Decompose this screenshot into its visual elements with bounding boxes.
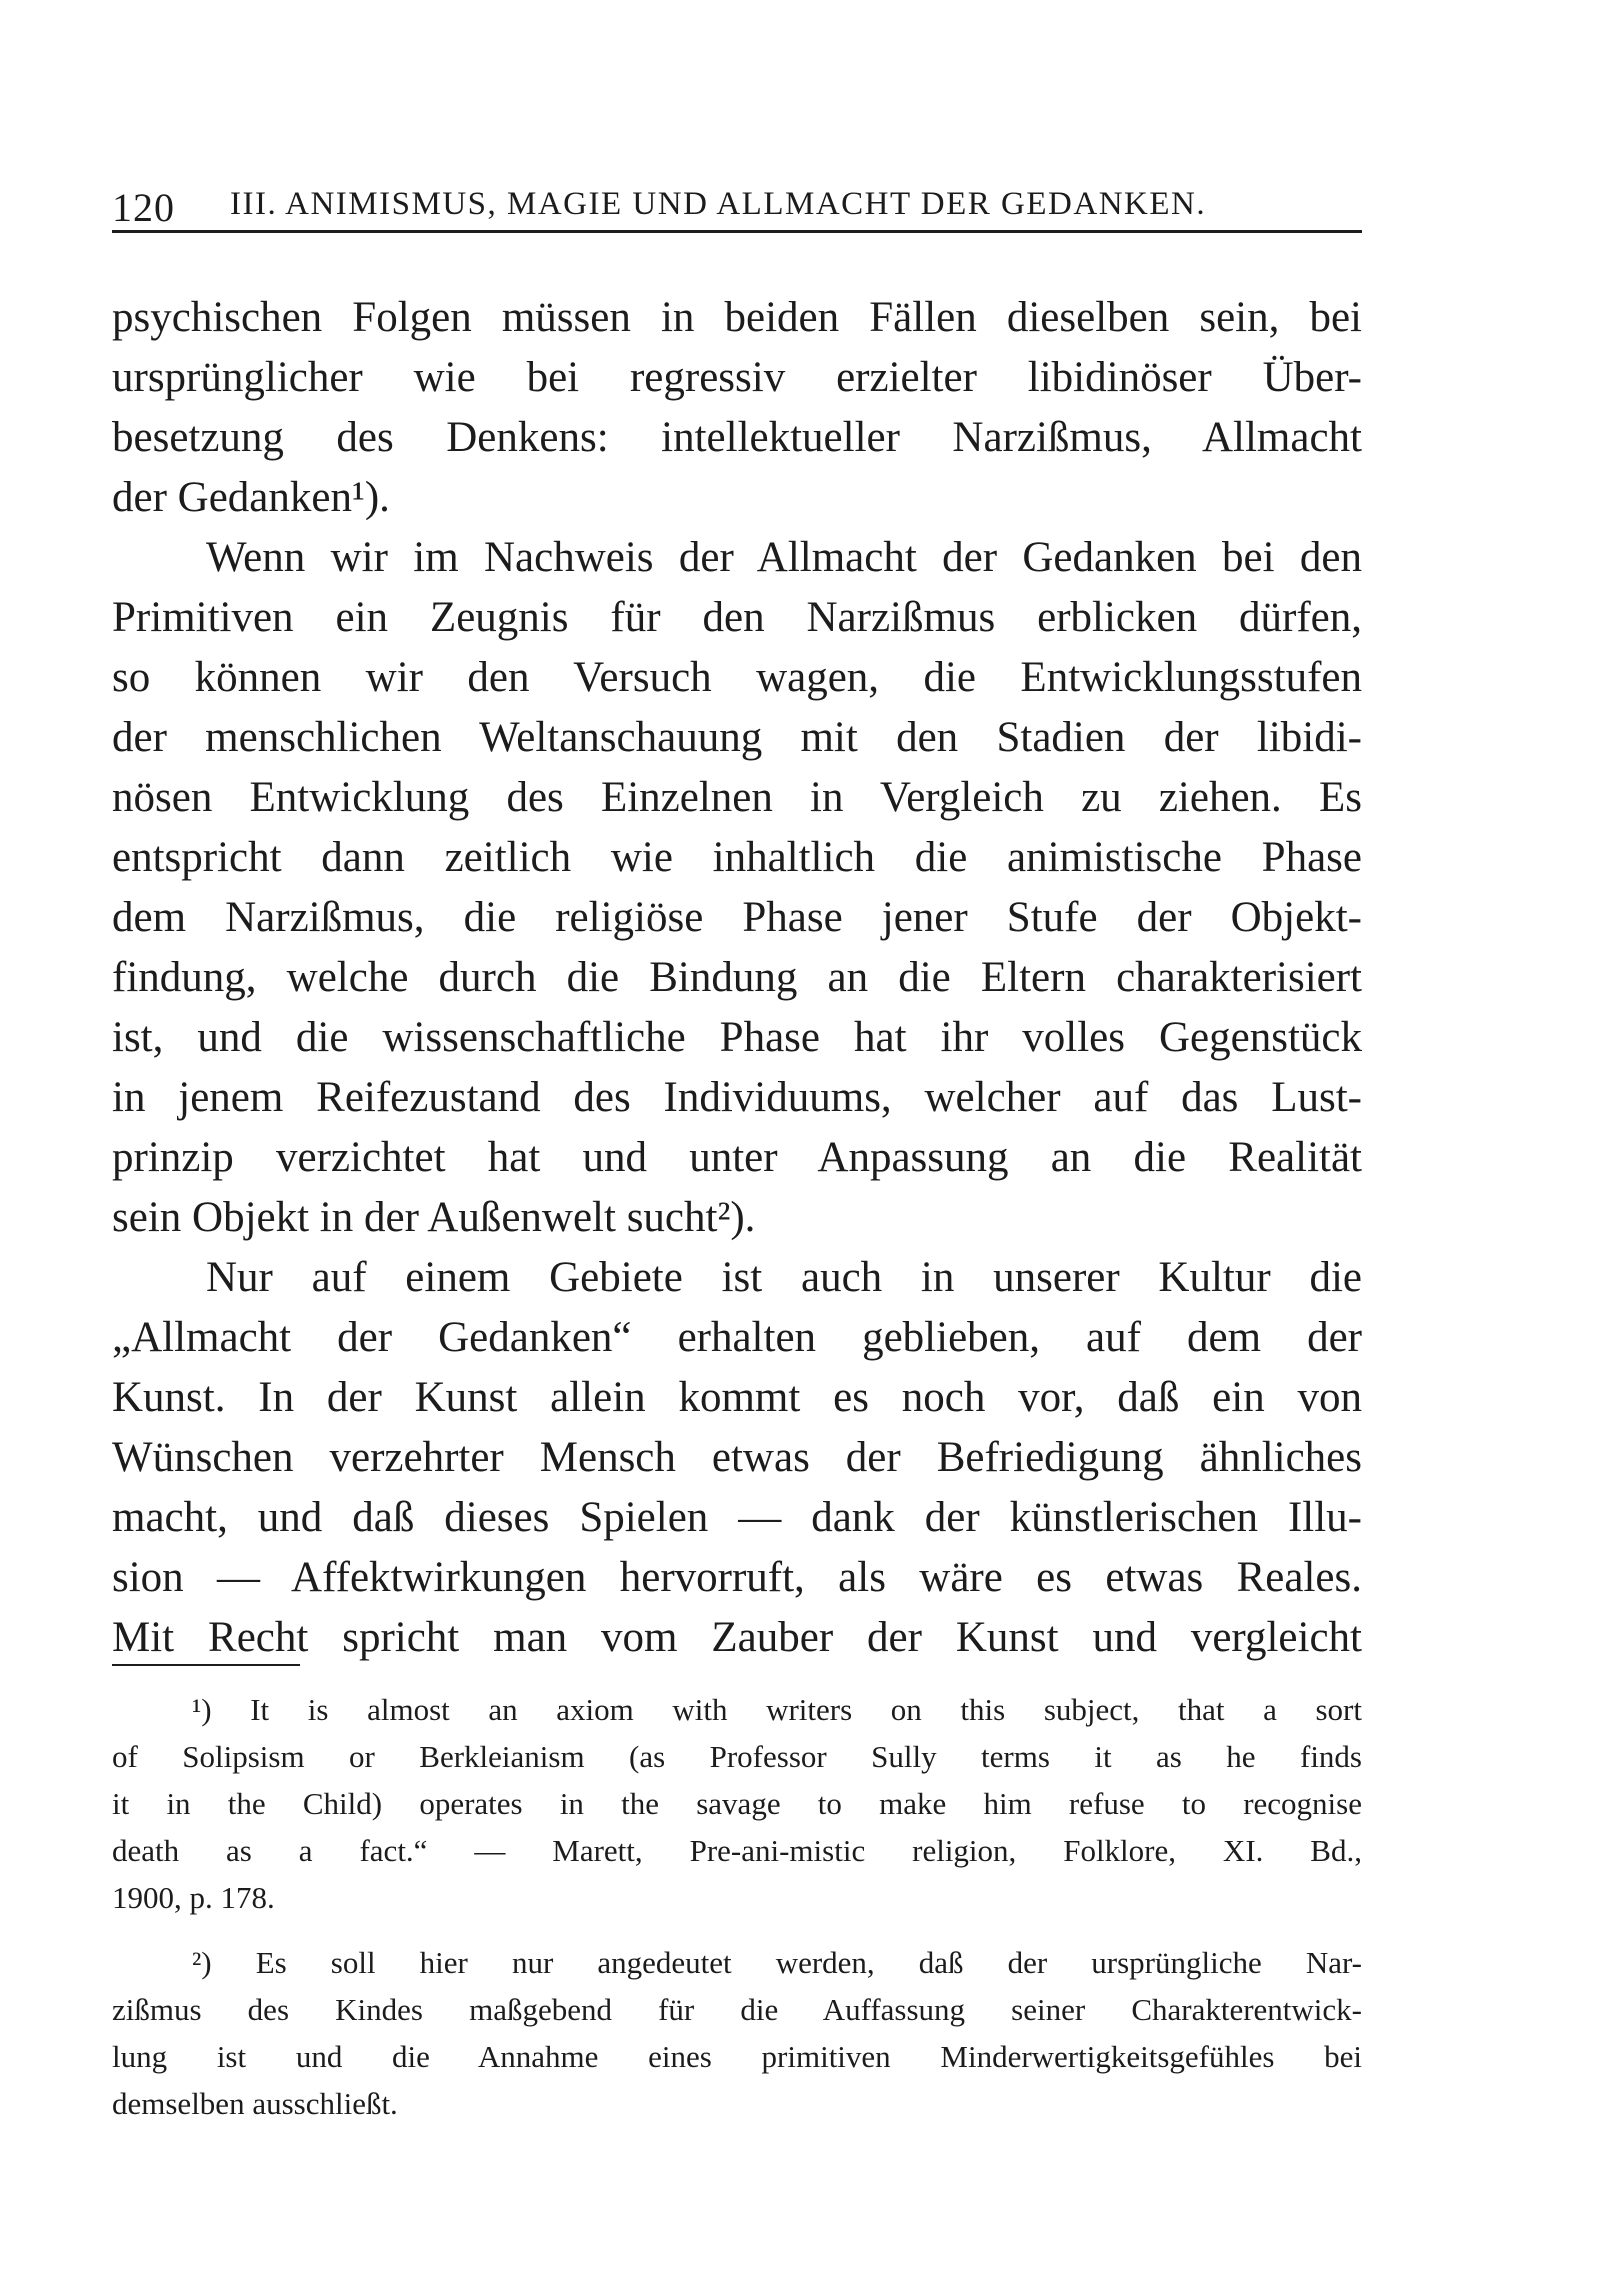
body-line: besetzung des Denkens: intellektueller Narzißmus, Allmacht: [112, 414, 1362, 461]
body-line: findung, welche durch die Bindung an die Eltern charakterisiert: [112, 954, 1362, 1001]
footnote-line: 1900, p. 178.: [112, 1880, 275, 1915]
paragraph-start-line: Wenn wir im Nachweis der Allmacht der Gedanken bei den: [206, 534, 1362, 581]
body-line: in jenem Reifezustand des Individuums, welcher auf das Lust-: [112, 1074, 1362, 1121]
body-line: Wünschen verzehrter Mensch etwas der Befriedigung ähnliches: [112, 1434, 1362, 1481]
footnote-rule: [112, 1664, 300, 1666]
chapter-title: III. ANIMISMUS, MAGIE UND ALLMACHT DER GEDANKEN.: [230, 186, 1207, 222]
footnote-1: [112, 1686, 1362, 1921]
body-line: prinzip verzichtet hat und unter Anpassung an die Realität: [112, 1134, 1362, 1181]
body-line: psychischen Folgen müssen in beiden Fällen dieselben sein, bei: [112, 294, 1362, 341]
body-line: so können wir den Versuch wagen, die Entwicklungsstufen: [112, 654, 1362, 701]
body-line: „Allmacht der Gedanken“ erhalten geblieben, auf dem der: [112, 1314, 1362, 1361]
footnote-line: ¹) It is almost an axiom with writers on this subject, that a sort: [192, 1692, 1362, 1727]
body-line: sein Objekt in der Außenwelt sucht²).: [112, 1194, 756, 1241]
body-line: sion — Affektwirkungen hervorruft, als wäre es etwas Reales.: [112, 1554, 1362, 1601]
footnote-line: of Solipsism or Berkleianism (as Professor Sully terms it as he finds: [112, 1739, 1362, 1774]
paragraph-start-line: Nur auf einem Gebiete ist auch in unserer Kultur die: [206, 1254, 1362, 1301]
footnote-line: zißmus des Kindes maßgebend für die Auffassung seiner Charakterentwick-: [112, 1992, 1362, 2027]
body-line: dem Narzißmus, die religiöse Phase jener Stufe der Objekt-: [112, 894, 1362, 941]
footnote-line: it in the Child) operates in the savage to make him refuse to recognise: [112, 1786, 1362, 1821]
body-line: der menschlichen Weltanschauung mit den Stadien der libidi-: [112, 714, 1362, 761]
body-line: Mit Recht spricht man vom Zauber der Kunst und vergleicht: [112, 1614, 1362, 1661]
footnotes: [112, 1686, 1362, 2127]
body-line: ist, und die wissenschaftliche Phase hat ihr volles Gegenstück: [112, 1014, 1362, 1061]
footnote-line: ²) Es soll hier nur angedeutet werden, daß der ursprüngliche Nar-: [192, 1945, 1362, 1980]
footnote-line: lung ist und die Annahme eines primitiven Minderwertigkeitsgefühles bei: [112, 2039, 1362, 2074]
footnote-spacer: [112, 1921, 1362, 1939]
body-line: der Gedanken¹).: [112, 474, 390, 521]
body-line: macht, und daß dieses Spielen — dank der künstlerischen Illu-: [112, 1494, 1362, 1541]
header-rule: [112, 230, 1362, 233]
footnote-line: demselben ausschließt.: [112, 2086, 398, 2121]
footnote-line: death as a fact.“ — Marett, Pre-ani-mistic religion, Folklore, XI. Bd.,: [112, 1833, 1362, 1868]
page-number: 120: [112, 185, 175, 230]
body-line: entspricht dann zeitlich wie inhaltlich die animistische Phase: [112, 834, 1362, 881]
footnote-2: [112, 1939, 1362, 2127]
body-line: Kunst. In der Kunst allein kommt es noch vor, daß ein von: [112, 1374, 1362, 1421]
body-line: Primitiven ein Zeugnis für den Narzißmus erblicken dürfen,: [112, 594, 1362, 641]
body-line: ursprünglicher wie bei regressiv erzielter libidinöser Über-: [112, 354, 1362, 401]
running-head: [112, 178, 1362, 230]
body-line: nösen Entwicklung des Einzelnen in Vergleich zu ziehen. Es: [112, 774, 1362, 821]
body-text: [112, 288, 1362, 1668]
